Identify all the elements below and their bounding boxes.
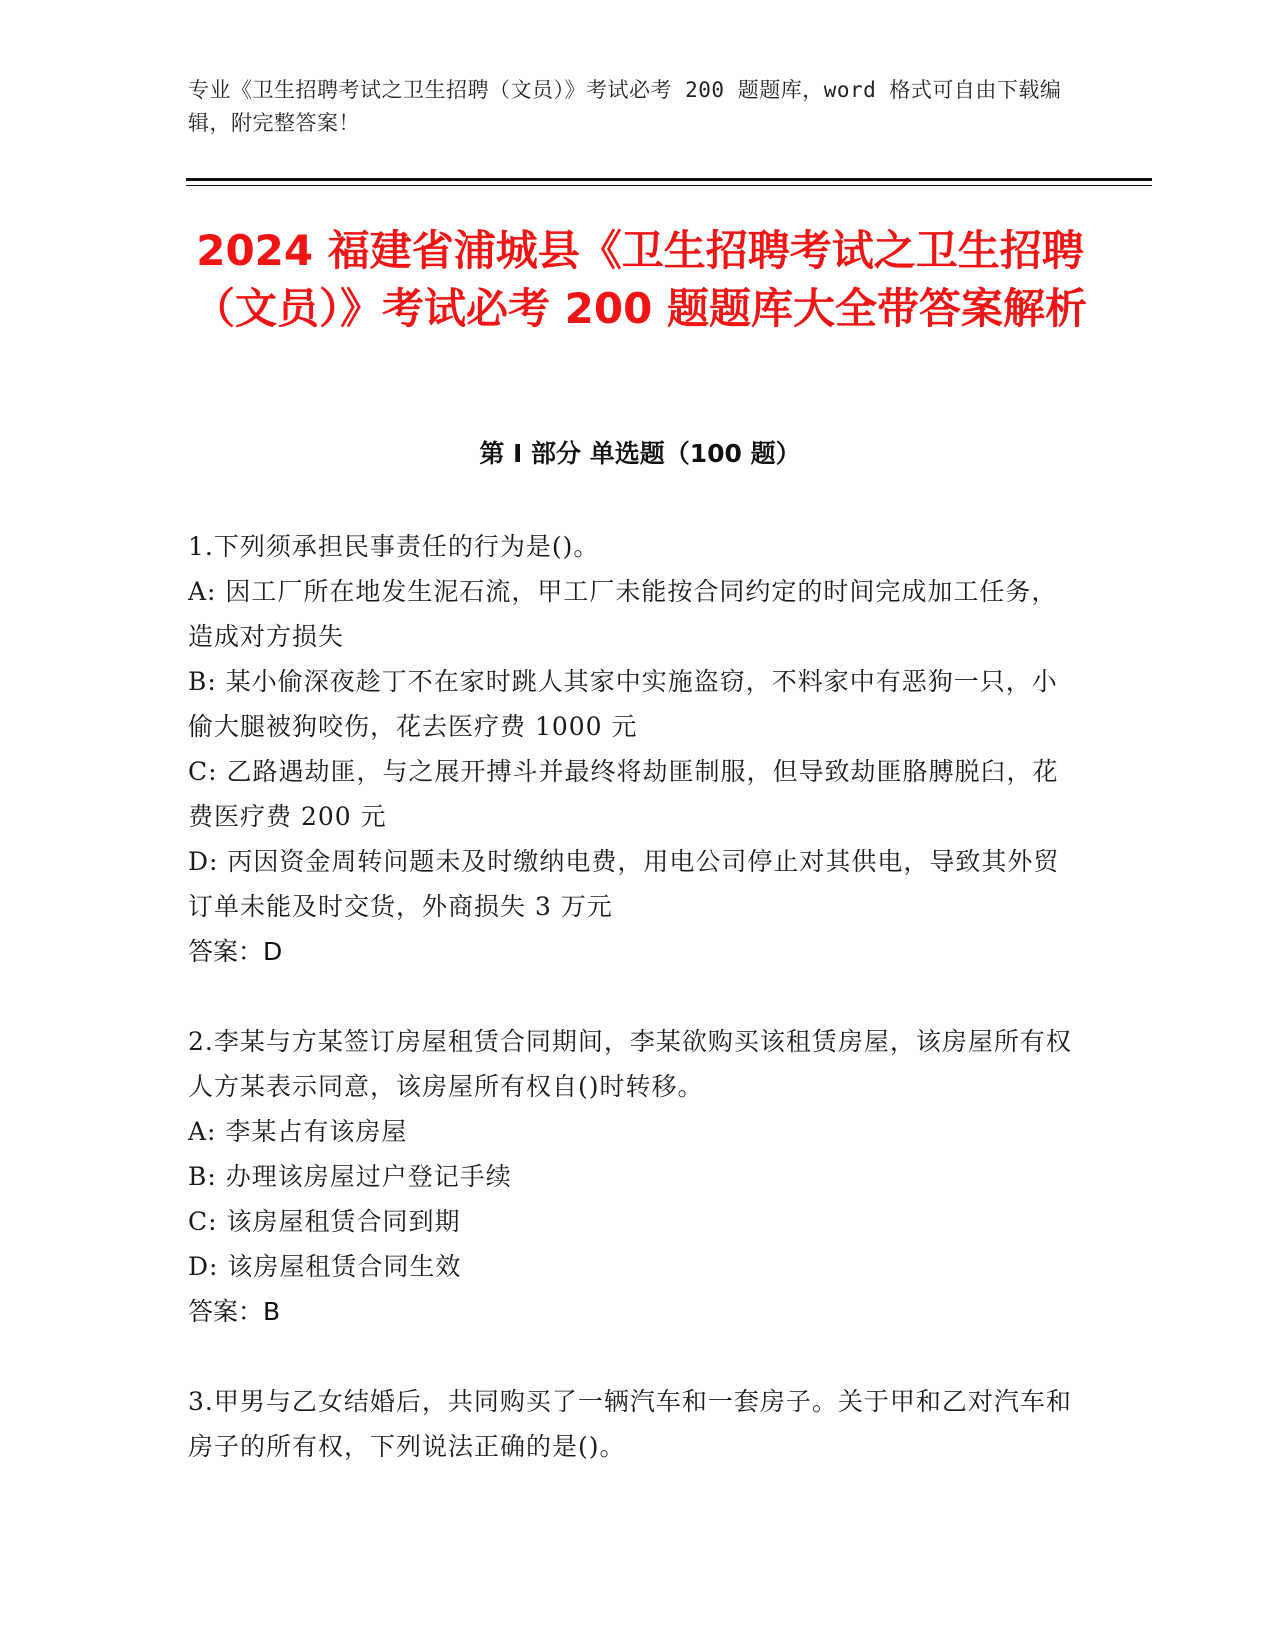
option-c: C: 乙路遇劫匪，与之展开搏斗并最终将劫匪制服，但导致劫匪胳膊脱臼，花费医疗费 200 元	[188, 757, 1059, 831]
option-a: A: 因工厂所在地发生泥石流，甲工厂未能按合同约定的时间完成加工任务，造成对方损失	[188, 577, 1058, 651]
header-note: 专业《卫生招聘考试之卫生招聘（文员）》考试必考 200 题题库，word 格式可自由下载编辑，附完整答案！	[188, 78, 1062, 135]
question-2	[188, 1019, 1078, 1334]
document-title: 2024 福建省浦城县《卫生招聘考试之卫生招聘（文员）》考试必考 200 题题库大全带答案解析	[193, 226, 1087, 333]
question-text: 1.下列须承担民事责任的行为是()。	[188, 532, 600, 561]
question-list	[188, 524, 1078, 1514]
option-c: C: 该房屋租赁合同到期	[188, 1207, 461, 1236]
header-divider-thick	[186, 178, 1152, 181]
option-d: D: 该房屋租赁合同生效	[188, 1252, 462, 1281]
header-divider-thin	[186, 185, 1152, 186]
option-d: D: 丙因资金周转问题未及时缴纳电费，用电公司停止对其供电，导致其外贸订单未能及时交货，外商损失 3 万元	[188, 847, 1060, 921]
question-text: 2.李某与方某签订房屋租赁合同期间，李某欲购买该租赁房屋，该房屋所有权人方某表示同意，该房屋所有权自()时转移。	[188, 1027, 1072, 1101]
option-b: B: 某小偷深夜趁丁不在家时跳人其家中实施盗窃，不料家中有恶狗一只，小偷大腿被狗咬伤，花去医疗费 1000 元	[188, 667, 1058, 741]
option-b: B: 办理该房屋过户登记手续	[188, 1162, 512, 1191]
question-3	[188, 1379, 1078, 1469]
option-a: A: 李某占有该房屋	[188, 1117, 408, 1146]
section-title: 第 I 部分 单选题（100 题）	[479, 439, 801, 468]
question-1	[188, 524, 1078, 974]
question-text: 3.甲男与乙女结婚后，共同购买了一辆汽车和一套房子。关于甲和乙对汽车和房子的所有权，下列说法正确的是()。	[188, 1387, 1072, 1461]
answer-line: 答案：D	[188, 937, 283, 966]
answer-line: 答案：B	[188, 1297, 281, 1326]
